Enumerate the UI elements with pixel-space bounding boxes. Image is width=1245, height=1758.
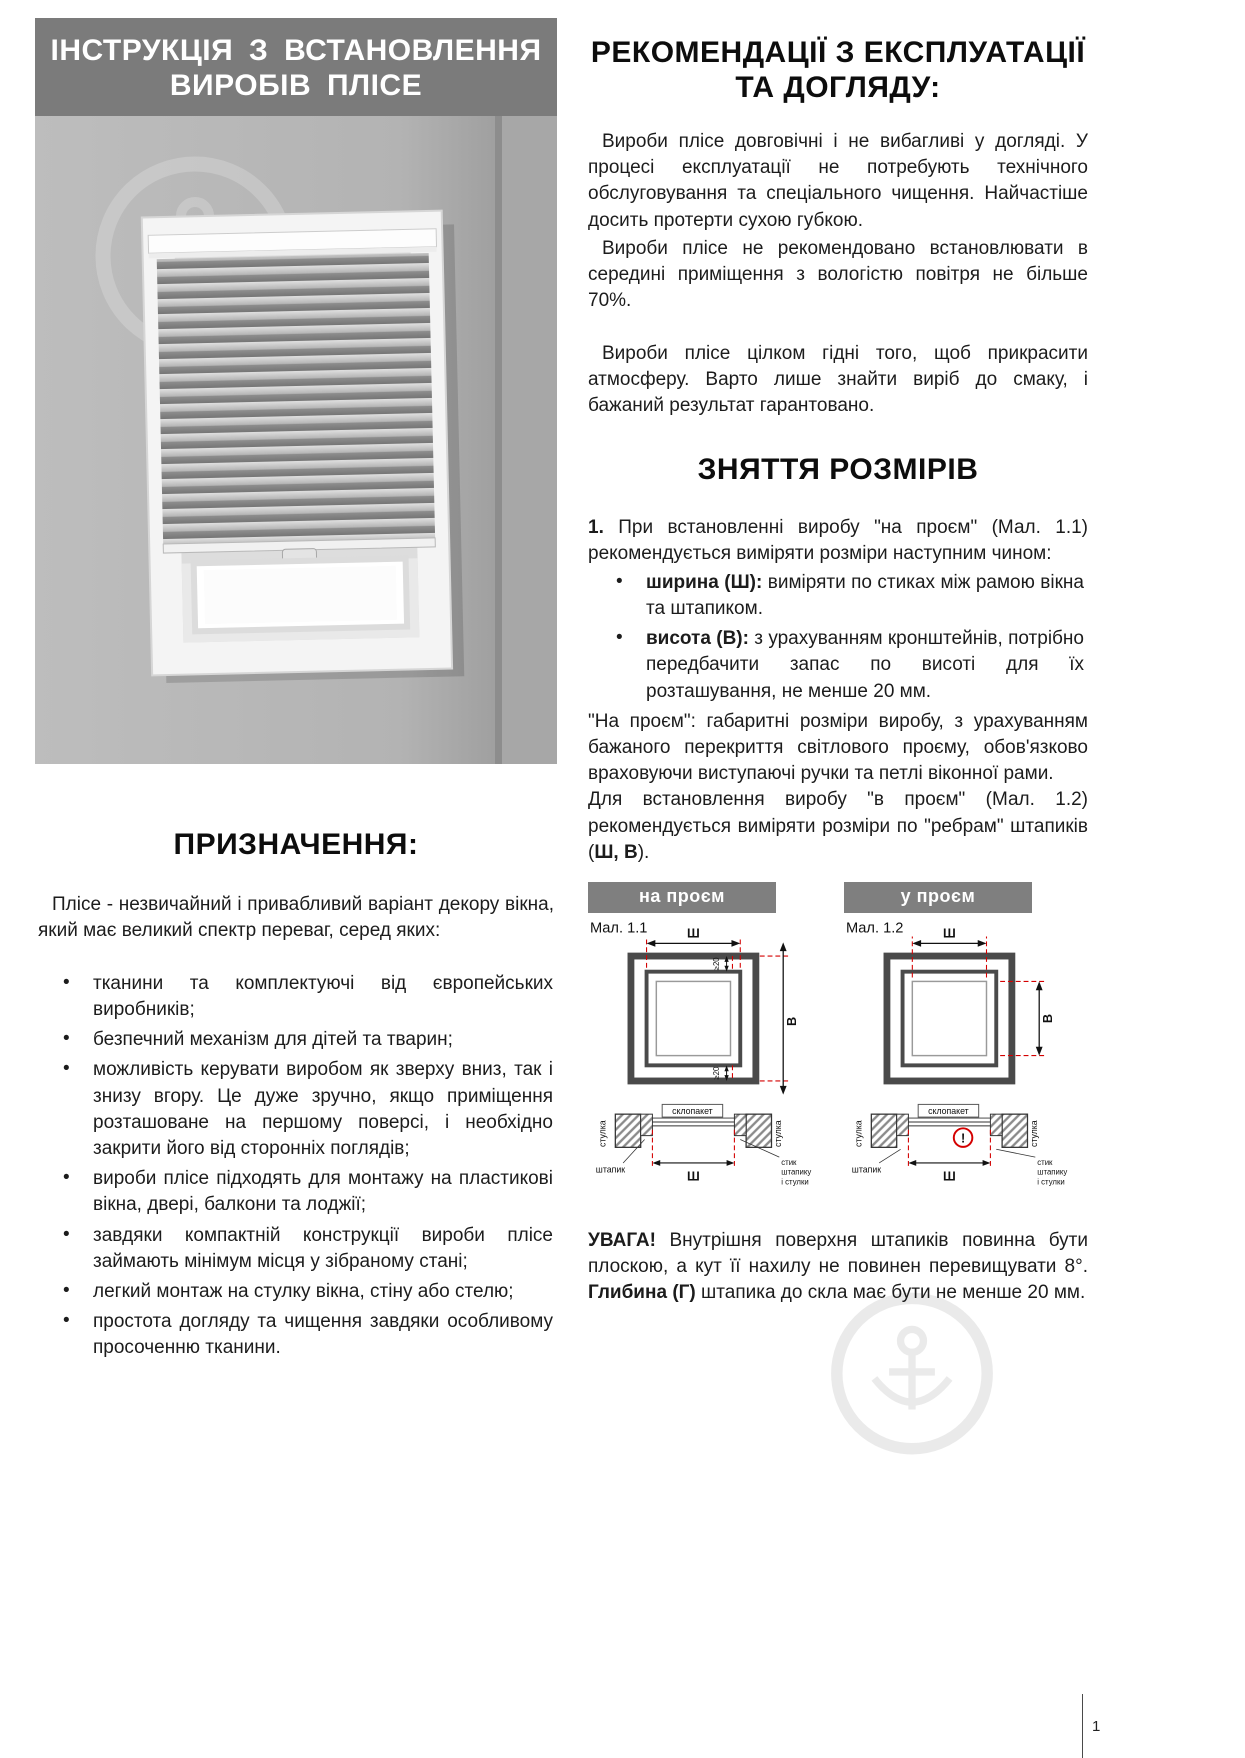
window-illustration-svg — [35, 116, 557, 764]
min-20-bottom-label: ≥20 — [711, 1066, 721, 1080]
purpose-heading: ПРИЗНАЧЕННЯ: — [173, 828, 419, 862]
left-header-line2: ВИРОБІВ ПЛІСЕ — [169, 69, 423, 103]
figure-2-label: Мал. 1.2 — [845, 920, 904, 937]
purpose-item: • вироби плісе підходять для монтажу на пластикові вікна, двері, балкони та лоджії; — [93, 1166, 553, 1218]
wall-corner-edge — [495, 116, 502, 764]
wall-corner — [501, 116, 557, 764]
bottom-width-label: Ш — [943, 1169, 956, 1184]
window — [142, 211, 464, 684]
bead-label: штапик — [851, 1164, 882, 1175]
joint-label: штапику — [781, 1167, 812, 1177]
blind-illustration — [35, 116, 557, 764]
joint-label: і стулки — [1037, 1177, 1065, 1187]
care-paragraph-3: Вироби плісе цілком гідні того, щоб прикрасити атмосферу. Варто лише знайти виріб до смаку, і бажаний результат гарантовано. — [588, 342, 1088, 416]
sash-left-label: стулка — [597, 1120, 608, 1148]
right-column — [588, 16, 1088, 1307]
left-header — [35, 18, 557, 116]
dim-width-arrow — [912, 940, 986, 947]
care-paragraph-2: Вироби плісе не рекомендовано встановлювати в середині приміщення з вологістю повітря не більше 70%. — [588, 237, 1088, 312]
glass-unit-label: склопакет — [672, 1106, 713, 1117]
min-20-top-label: ≥20 — [711, 957, 721, 971]
purpose-item: • безпечний механізм для дітей та тварин; — [93, 1027, 553, 1053]
measure-item-width: • ширина (Ш): виміряти по стиках між рамою вікна та штапиком. — [646, 570, 1084, 622]
joint-label: стик — [781, 1157, 797, 1167]
joint-label: стик — [1037, 1157, 1053, 1167]
purpose-item: • можливість керувати виробом як зверху вниз, так і знизу вгору. Це дуже зручно, якщо приміщення розташоване на першому поверсі, і необхідно закрити його від сторонніх поглядів; — [93, 1057, 553, 1162]
care-heading — [588, 36, 1088, 105]
figure-na-proem — [588, 882, 832, 1206]
purpose-item: • простота догляду та чищення завдяки особливому просоченню тканини. — [93, 1309, 553, 1361]
figures-row — [588, 882, 1088, 1206]
left-header-line1: ІНСТРУКЦІЯ З ВСТАНОВЛЕННЯ — [50, 34, 542, 67]
bottom-width-label: Ш — [687, 1169, 700, 1184]
purpose-item: • тканини та комплектуючі від європейських виробників; — [93, 971, 553, 1023]
figure-u-proem — [844, 882, 1088, 1206]
purpose-intro: Плісе - незвичайний і привабливий варіант декору вікна, який має великий спектр переваг, серед яких: — [38, 894, 554, 942]
dim-height-label: В — [784, 1016, 799, 1027]
sash-right-label: стулка — [1029, 1120, 1040, 1148]
measure-item-height: • висота (В): з урахуванням кронштейнів, потрібно передбачити запас по висоті для їх розташування, не менше 20 мм. — [646, 626, 1084, 705]
measure-list — [588, 570, 1088, 705]
left-column — [35, 18, 557, 1366]
figure-1-label: Мал. 1.1 — [589, 920, 648, 937]
purpose-list — [35, 971, 557, 1362]
measure-intro-number: 1. — [588, 517, 604, 539]
pleated-shade — [157, 253, 435, 544]
glass — [204, 566, 397, 624]
bead-label: штапик — [595, 1164, 626, 1175]
warning-lead: УВАГА! — [588, 1230, 656, 1252]
warning-paragraph: УВАГА! Внутрішня поверхня штапиків повинна бути плоскою, а кут її нахилу не повинен перевищувати 8°. Глибина (Г) штапика до скла має бути не менше 20 мм. — [588, 1230, 1088, 1304]
purpose-item: • легкий монтаж на стулку вікна, стіну або стелю; — [93, 1279, 553, 1305]
dim-width-label: Ш — [687, 926, 700, 941]
sash-left-label: стулка — [853, 1120, 864, 1148]
measure-paragraph-na: "На проєм": габаритні розміри виробу, з урахуванням бажаного перекриття світлового проєму, обов'язково враховуючи виступаючі ручки та петлі віконної рами. — [588, 710, 1088, 785]
purpose-item: • завдяки компактній конструкції вироби плісе займають мінімум місця у зібраному стані; — [93, 1223, 553, 1275]
joint-label: і стулки — [781, 1177, 809, 1187]
joint-label: штапику — [1037, 1167, 1068, 1177]
figure-2-svg — [844, 913, 1088, 1206]
measure-heading: ЗНЯТТЯ РОЗМІРІВ — [697, 453, 979, 487]
watermark-logo — [822, 1282, 1002, 1475]
page-footer — [1082, 1694, 1100, 1758]
measure-intro: 1. При встановленні виробу "на проєм" (Мал. 1.1) рекомендується виміряти розміри наступним чином: — [588, 517, 1088, 565]
figure-2-header: у проєм — [844, 882, 1032, 913]
figure-1-svg — [588, 913, 832, 1206]
care-heading-line1: РЕКОМЕНДАЦІЇ З ЕКСПЛУАТАЦІЇ — [590, 36, 1086, 69]
warning-mark: ! — [960, 1131, 966, 1146]
figure-1-header: на проєм — [588, 882, 776, 913]
page-number: 1 — [1092, 1717, 1101, 1735]
window-diagram — [887, 956, 1012, 1081]
care-paragraph-1: Вироби плісе довговічні і не вибагливі у догляді. У процесі експлуатації не потребують технічного обслуговування та спеціального чищення. Найчастіше досить протерти сухою губкою. — [588, 131, 1088, 231]
sash-right-label: стулка — [773, 1120, 784, 1148]
glass-unit-label: склопакет — [928, 1106, 969, 1117]
dim-width-label: Ш — [943, 926, 956, 941]
dim-width-arrow — [647, 940, 741, 947]
dim-height-label: В — [1040, 1013, 1055, 1024]
measure-paragraph-v: Для встановлення виробу "в проєм" (Мал. 1.2) рекомендується виміряти розміри по "ребрам" штапиків (Ш, В). — [588, 789, 1088, 863]
care-heading-line2: ТА ДОГЛЯДУ: — [735, 70, 941, 104]
window-diagram — [631, 956, 756, 1081]
